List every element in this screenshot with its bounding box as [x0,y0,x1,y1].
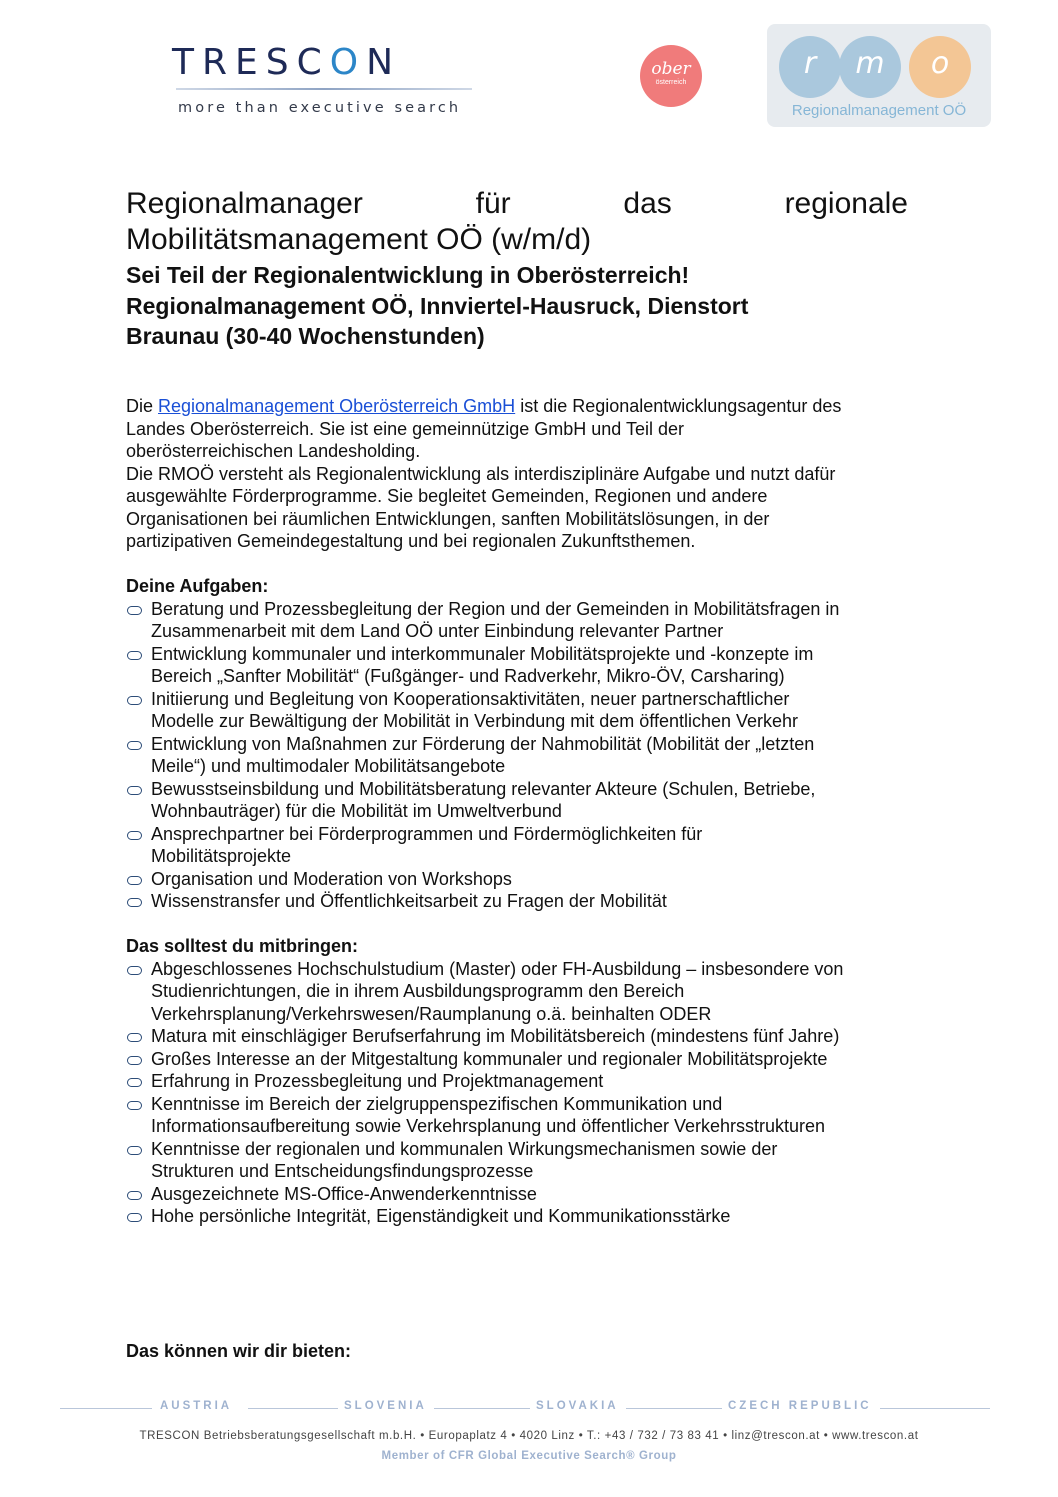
bullet-icon [127,1146,142,1155]
requirement-item-text: Abgeschlossenes Hochschulstudium (Master) oder FH-Ausbildung – insbesondere von [151,958,844,979]
bullet-icon [127,1191,142,1200]
task-item-text: Modelle zur Bewältigung der Mobilität in Verbindung mit dem öffentlichen Verkehr [151,711,799,731]
footer-country: AUSTRIA [160,1400,233,1412]
bullet-icon [127,1078,142,1087]
requirement-item-text: Strukturen und Entscheidungsfindungsprozesse [151,1161,534,1181]
requirement-item-text: Verkehrsplanung/Verkehrswesen/Raumplanung o.ä. beinhalten ODER [151,1003,712,1024]
title-word: das [623,187,672,220]
bullet-icon [127,876,142,885]
job-location-line-1: Regionalmanagement OÖ, Innviertel-Hausruck, Dienstort [126,293,749,319]
bullet-icon [127,1101,142,1110]
title-word: regionale [784,187,908,220]
footer-rule [626,1408,722,1409]
ober-logo-sub: österreich [655,79,687,86]
job-location-line-2: Braunau (30-40 Wochenstunden) [126,323,485,349]
ober-logo-main: ober [651,59,691,79]
task-item-text: Entwicklung kommunaler und interkommunaler Mobilitätsprojekte und -konzepte im [151,643,814,664]
tasks-heading: Deine Aufgaben: [126,576,269,596]
title-word: für [475,187,511,220]
task-item-text: Initiierung und Begleitung von Kooperationsaktivitäten, neuer partnerschaftlicher [151,688,790,709]
footer-country: CZECH REPUBLIC [728,1400,872,1412]
bullet-icon [127,1213,142,1222]
requirement-item-text: Hohe persönliche Integrität, Eigenständigkeit und Kommunikationsstärke [151,1206,731,1226]
task-item-text: Bewusstseinsbildung und Mobilitätsberatung relevanter Akteure (Schulen, Betriebe, [151,778,816,799]
job-title-line-1 [126,186,908,222]
ober-oesterreich-logo [640,45,702,107]
task-item-text: Wohnbauträger) für die Mobilität im Umweltverbund [151,801,562,821]
company-link[interactable]: Regionalmanagement Oberösterreich GmbH [158,396,516,416]
bullet-icon [127,1033,142,1042]
trescon-logo-o: O [329,42,367,83]
requirement-item-text: Studienrichtungen, die in ihrem Ausbildungsprogramm den Bereich [151,981,685,1001]
requirement-item-text: Kenntnisse der regionalen und kommunalen Wirkungsmechanismen sowie der [151,1138,778,1159]
intro-prefix: Die [126,396,159,416]
footer-rule [434,1408,530,1409]
task-item-text: Ansprechpartner bei Förderprogrammen und Fördermöglichkeiten für [151,823,703,844]
intro-line: Die RMOÖ versteht als Regionalentwicklung als interdisziplinäre Aufgabe und nutzt dafür [126,463,836,484]
intro-line [126,395,841,418]
footer-country: SLOVENIA [344,1400,427,1412]
bullet-icon [127,898,142,907]
footer-rule [248,1408,338,1409]
task-item-text: Beratung und Prozessbegleitung der Region und der Gemeinden in Mobilitätsfragen in [151,598,840,619]
requirement-item-text: Informationsaufbereitung sowie Verkehrsplanung und öffentlicher Verkehrsstrukturen [151,1116,826,1136]
intro-line: ausgewählte Förderprogramme. Sie begleitet Gemeinden, Regionen und andere [126,486,768,506]
offer-heading: Das können wir dir bieten: [126,1341,352,1361]
bullet-icon [127,966,142,975]
requirement-item-text: Ausgezeichnete MS-Office-Anwenderkenntnisse [151,1183,537,1204]
bullet-icon [127,606,142,615]
trescon-logo-text: TRESC [172,42,330,83]
rmo-logo-text: Regionalmanagement OÖ [791,102,967,119]
footer-member: Member of CFR Global Executive Search® Group [381,1450,677,1462]
requirement-item-text: Großes Interesse an der Mitgestaltung kommunaler und regionaler Mobilitätsprojekte [151,1048,828,1069]
intro-line: Organisationen bei räumlichen Entwicklungen, sanften Mobilitätslösungen, in der [126,508,770,529]
intro-line: partizipativen Gemeindegestaltung und bei regionalen Zukunftsthemen. [126,531,696,551]
bullet-icon [127,696,142,705]
requirement-item-text: Erfahrung in Prozessbegleitung und Projektmanagement [151,1071,604,1091]
task-item-text: Zusammenarbeit mit dem Land OÖ unter Einbindung relevanter Partner [151,621,724,641]
rmo-letter-r: r [779,36,841,98]
title-word: Regionalmanager [126,187,363,220]
task-item-text: Organisation und Moderation von Workshops [151,868,512,889]
job-title-line-2: Mobilitätsmanagement OÖ (w/m/d) [126,223,592,256]
footer-address: TRESCON Betriebsberatungsgesellschaft m.b.H. • Europaplatz 4 • 4020 Linz • T.: +43 / 732 / 73 83 41 • linz@trescon.at • www.trescon.at [139,1430,919,1442]
trescon-tagline: more than executive search [178,100,462,116]
requirement-item-text: Kenntnisse im Bereich der zielgruppenspezifischen Kommunikation und [151,1093,723,1114]
trescon-logo-rule [176,88,472,90]
bullet-icon [127,831,142,840]
bullet-icon [127,1056,142,1065]
footer-countries [60,1400,990,1418]
task-item-text: Wissenstransfer und Öffentlichkeitsarbeit zu Fragen der Mobilität [151,891,667,911]
trescon-logo [172,42,477,83]
rmo-letter-m: m [839,36,901,98]
task-item-text: Meile“) und multimodaler Mobilitätsangebote [151,756,506,776]
intro-line: Landes Oberösterreich. Sie ist eine gemeinnützige GmbH und Teil der [126,418,684,439]
footer-rule [60,1408,152,1409]
job-subtitle: Sei Teil der Regionalentwicklung in Oberösterreich! [126,262,690,288]
requirement-item-text: Matura mit einschlägiger Berufserfahrung im Mobilitätsbereich (mindestens fünf Jahre) [151,1026,840,1046]
bullet-icon [127,741,142,750]
rmo-logo [767,24,991,127]
task-item-text: Mobilitätsprojekte [151,846,292,866]
trescon-logo-text-end: N [366,42,402,83]
requirements-heading: Das solltest du mitbringen: [126,936,359,956]
intro-suffix: ist die Regionalentwicklungsagentur des [515,396,842,416]
bullet-icon [127,786,142,795]
task-item-text: Entwicklung von Maßnahmen zur Förderung der Nahmobilität (Mobilität der „letzten [151,733,815,754]
bullet-icon [127,651,142,660]
footer-country: SLOVAKIA [536,1400,619,1412]
rmo-letter-o: o [909,36,971,98]
intro-line: oberösterreichischen Landesholding. [126,441,421,461]
footer-rule [880,1408,990,1409]
task-item-text: Bereich „Sanfter Mobilität“ (Fußgänger- und Radverkehr, Mikro-ÖV, Carsharing) [151,666,785,686]
